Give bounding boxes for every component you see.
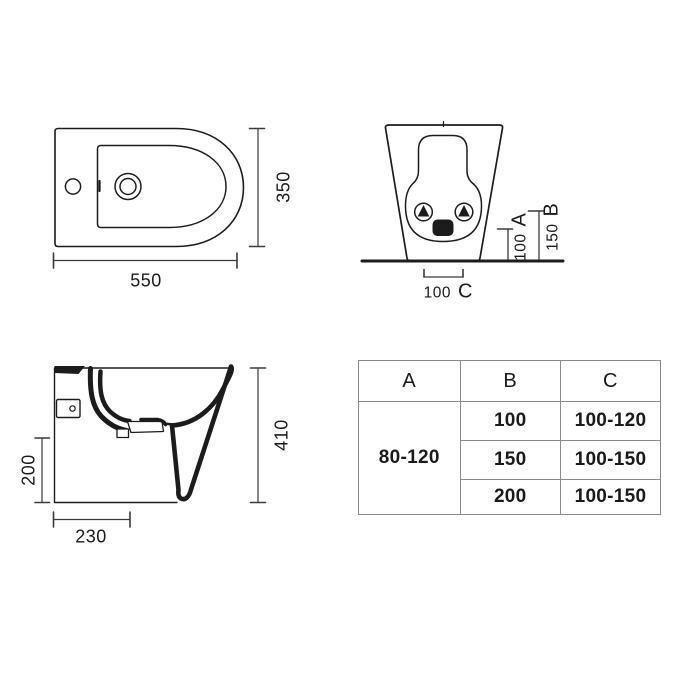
- dim-rim-height-label: [19, 454, 40, 486]
- dim-c-letter: C: [457, 280, 473, 303]
- inlet-left-triangle-icon: [418, 205, 430, 217]
- installation-spec-table: [358, 360, 661, 515]
- rear-view-drawing: [362, 122, 563, 278]
- dim-depth-value: 350: [273, 171, 294, 203]
- dim-width-value: 550: [130, 270, 162, 291]
- table-header-c: C: [560, 361, 660, 401]
- dim-width-label: [130, 271, 162, 292]
- dim-height-value: 410: [271, 419, 292, 451]
- dim-base-depth-label: [75, 527, 107, 548]
- rim-section-wedge: [55, 366, 86, 374]
- tap-hole-side-outline: [57, 400, 81, 418]
- dim-c-value: 100: [423, 284, 451, 302]
- dim-a-label: [509, 213, 532, 261]
- table-cell-b1: 100: [460, 401, 561, 440]
- side-view-drawing: [35, 366, 266, 527]
- drain-stub-outline: [117, 429, 129, 438]
- drain-inner-ring-icon: [120, 179, 136, 195]
- dim-a-value: 100: [512, 233, 530, 261]
- side-thin-body-outline: [55, 368, 178, 503]
- dim-b-letter: B: [540, 203, 563, 217]
- dim-a-letter: A: [508, 213, 531, 227]
- splash-wall-inner-section: [100, 372, 129, 422]
- dim-height-label: [272, 419, 293, 451]
- inlet-right-triangle-icon: [458, 205, 470, 217]
- top-view-inner-bowl-outline: [98, 146, 227, 228]
- drain-outer-ring-icon: [115, 174, 141, 200]
- table-cell-c3: 100-150: [560, 479, 660, 514]
- dim-b-label: [541, 203, 564, 251]
- bowl-ledge-outline: [128, 422, 164, 433]
- dim-depth-label: [274, 171, 295, 203]
- table-header-b: B: [460, 361, 561, 401]
- table-cell-c1: 100-120: [560, 401, 660, 440]
- rear-body-outline: [385, 125, 502, 261]
- table-cell-c2: 100-150: [560, 440, 660, 479]
- dim-rim-height-value: 200: [18, 454, 39, 486]
- table-cell-b3: 200: [460, 479, 561, 514]
- rear-wall-leg-section: [172, 367, 232, 500]
- top-view-drawing: [54, 129, 265, 269]
- dim-c-label: [424, 281, 473, 304]
- table-cell-a-range: 80-120: [359, 401, 460, 514]
- tap-hole-icon: [65, 179, 80, 194]
- table-cell-b2: 150: [460, 440, 561, 479]
- table-header-a: A: [402, 369, 417, 392]
- waste-outlet-icon: [433, 220, 454, 237]
- dim-b-value: 150: [544, 223, 562, 251]
- dim-base-depth-value: 230: [75, 526, 107, 547]
